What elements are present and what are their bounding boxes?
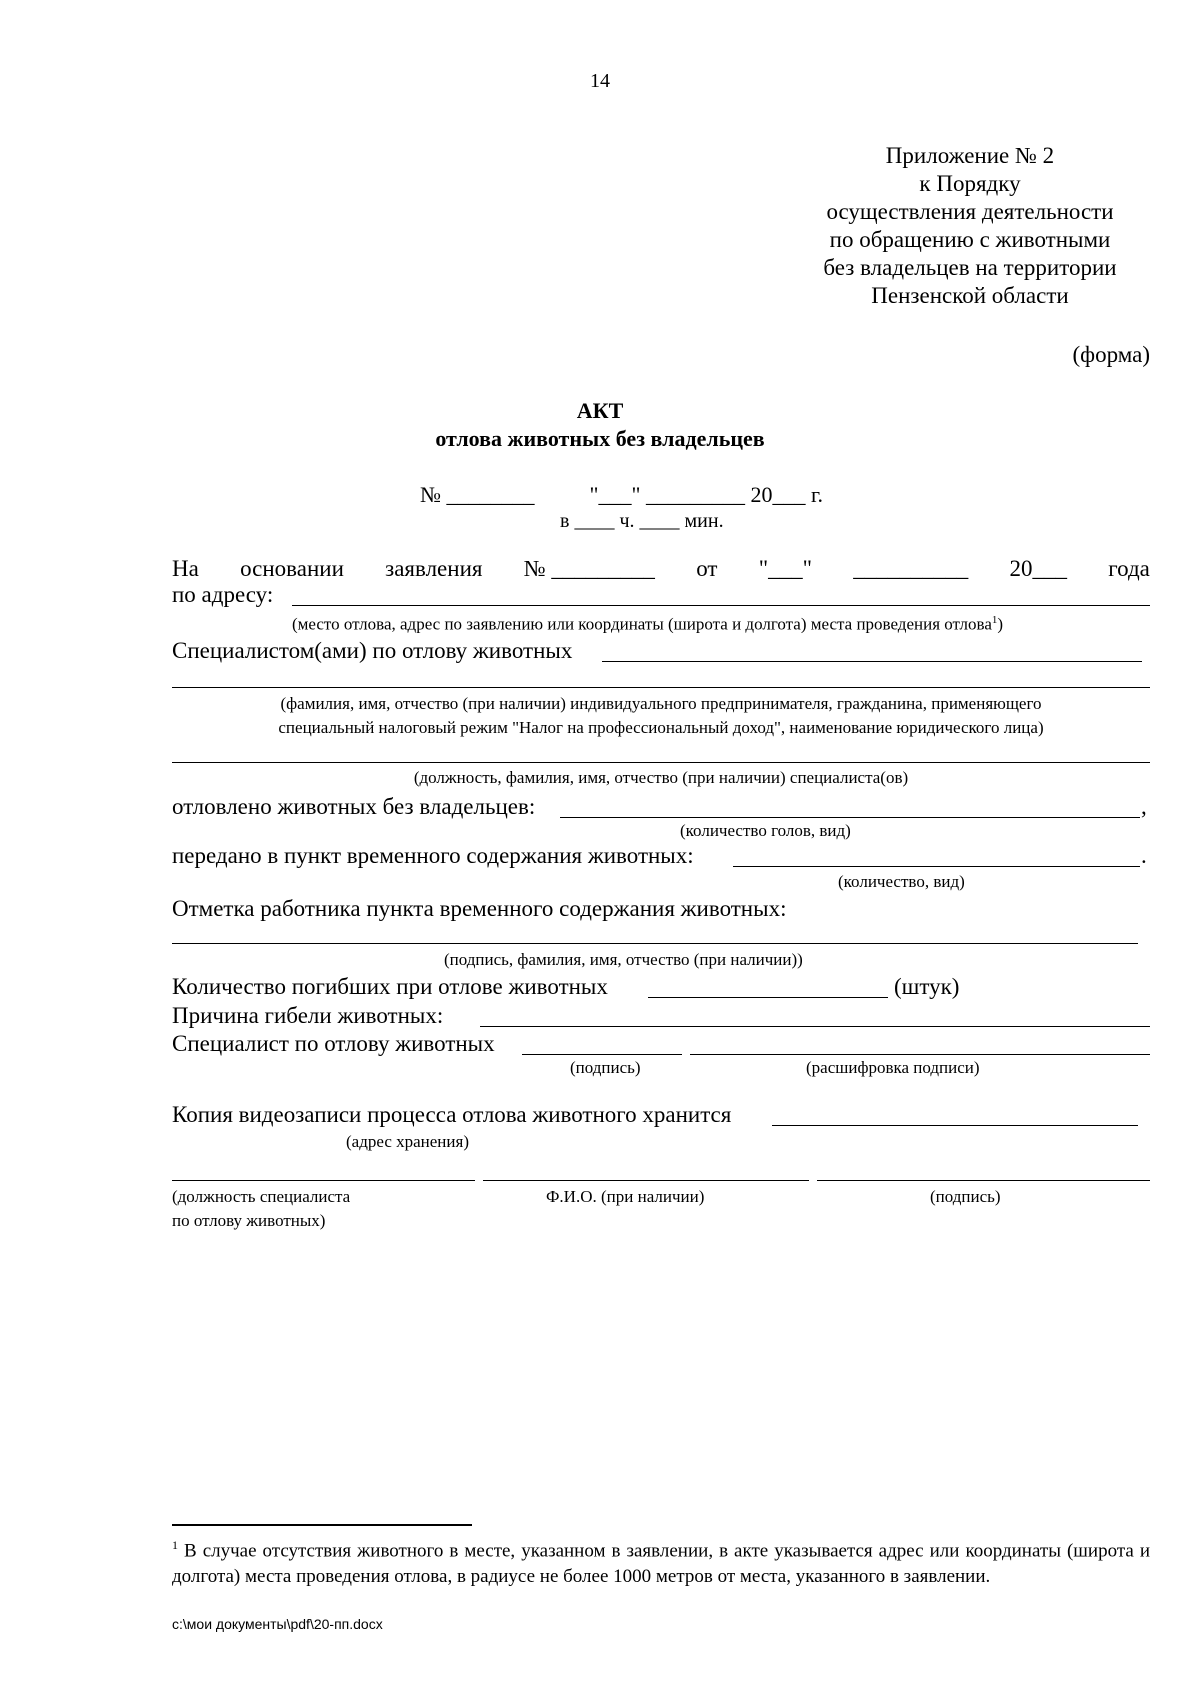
file-path: c:\мои документы\pdf\20-пп.docx [172, 1616, 383, 1632]
transferred-end: . [1141, 843, 1147, 868]
transferred-field[interactable] [733, 866, 1140, 867]
specialist-sign-label: Специалист по отлову животных [172, 1031, 495, 1056]
video-label: Копия видеозаписи процесса отлова животного хранится [172, 1102, 732, 1127]
bottom-hint-sign: (подпись) [930, 1187, 1001, 1206]
basis-word: года [1108, 556, 1150, 581]
dead-field[interactable] [648, 997, 888, 998]
address-label: по адресу: [172, 582, 274, 607]
transferred-hint: (количество, вид) [838, 872, 965, 891]
caught-end: , [1141, 794, 1147, 819]
specialists-field-2[interactable] [172, 687, 1150, 688]
page-number: 14 [590, 70, 610, 92]
position-field[interactable] [172, 762, 1150, 763]
basis-word: На [172, 556, 199, 581]
mark-field[interactable] [172, 943, 1138, 944]
appendix-block [760, 142, 1180, 310]
form-label: (форма) [1072, 342, 1150, 367]
final-signature-field[interactable] [817, 1180, 1150, 1181]
caught-hint: (количество голов, вид) [680, 821, 851, 840]
basis-word: заявления [385, 556, 483, 581]
act-number-date-line: № ________ "___" _________ 20___ г. [420, 482, 823, 507]
dead-label: Количество погибших при отлове животных [172, 974, 608, 999]
position-sign-field[interactable] [172, 1180, 475, 1181]
sign-hint: (подпись) [570, 1058, 641, 1077]
cause-label: Причина гибели животных: [172, 1003, 444, 1028]
document-subtitle: отлова животных без владельцев [435, 426, 765, 451]
specialists-field[interactable] [602, 661, 1142, 662]
bottom-hint-fio: Ф.И.О. (при наличии) [546, 1187, 705, 1206]
address-hint: (место отлова, адрес по заявлению или координаты (широта и долгота) места проведения отлова$^1$) [292, 614, 1004, 634]
appendix-line: к Порядку [919, 171, 1021, 196]
basis-word: основании [240, 556, 344, 581]
appendix-line: по обращению с животными [829, 227, 1111, 252]
bottom-hint-position-1: (должность специалиста [172, 1187, 351, 1206]
cause-field[interactable] [480, 1026, 1150, 1027]
position-hint: (должность, фамилия, имя, отчество (при наличии) специалиста(ов) [413, 768, 909, 787]
specialists-label: Специалистом(ами) по отлову животных [172, 638, 573, 663]
basis-number-field[interactable]: № _________ [523, 556, 655, 581]
document-title: АКТ [576, 398, 624, 423]
appendix-line: Пензенской области [871, 283, 1069, 308]
footnote-reference: 1 [991, 614, 998, 626]
appendix-line: Приложение № 2 [885, 143, 1055, 168]
basis-day-field[interactable]: "___" [758, 556, 812, 581]
basis-word: от [696, 556, 718, 581]
basis-line [172, 556, 1150, 582]
signature-decode-field[interactable] [690, 1054, 1150, 1055]
signature-field[interactable] [522, 1054, 682, 1055]
video-hint: (адрес хранения) [346, 1132, 469, 1151]
footnote-mark: 1 [172, 1538, 178, 1552]
sign-decode-hint: (расшифровка подписи) [806, 1058, 980, 1077]
basis-year-field[interactable]: 20___ [1009, 556, 1068, 581]
footnote: $^1$ В случае отсутствия животного в месте, указанном в заявлении, в акте указывается адрес или координаты (широта и долгота) места проведения отлова, в радиусе не более 1000 метров от места, указанного в заявлении. [172, 1538, 1150, 1588]
fio-sign-field[interactable] [483, 1180, 809, 1181]
video-field[interactable] [772, 1125, 1138, 1126]
act-time-line: в ____ ч. ____ мин. [560, 510, 724, 532]
basis-month-field[interactable]: __________ [853, 556, 969, 581]
mark-hint: (подпись, фамилия, имя, отчество (при наличии)) [444, 950, 803, 969]
caught-label: отловлено животных без владельцев: [172, 794, 536, 819]
dead-unit: (штук) [894, 974, 960, 999]
footnote-separator [172, 1524, 472, 1526]
appendix-line: без владельцев на территории [823, 255, 1117, 280]
address-field[interactable] [292, 605, 1150, 606]
bottom-hint-position-2: по отлову животных) [172, 1211, 326, 1230]
mark-label: Отметка работника пункта временного содержания животных: [172, 896, 787, 921]
specialists-hint-2: специальный налоговый режим "Налог на профессиональный доход", наименование юридического лица) [278, 718, 1044, 737]
specialists-hint-1: (фамилия, имя, отчество (при наличии) индивидуального предпринимателя, гражданина, применяющего [280, 694, 1042, 713]
transferred-label: передано в пункт временного содержания животных: [172, 843, 694, 868]
appendix-line: осуществления деятельности [826, 199, 1114, 224]
caught-field[interactable] [560, 817, 1140, 818]
